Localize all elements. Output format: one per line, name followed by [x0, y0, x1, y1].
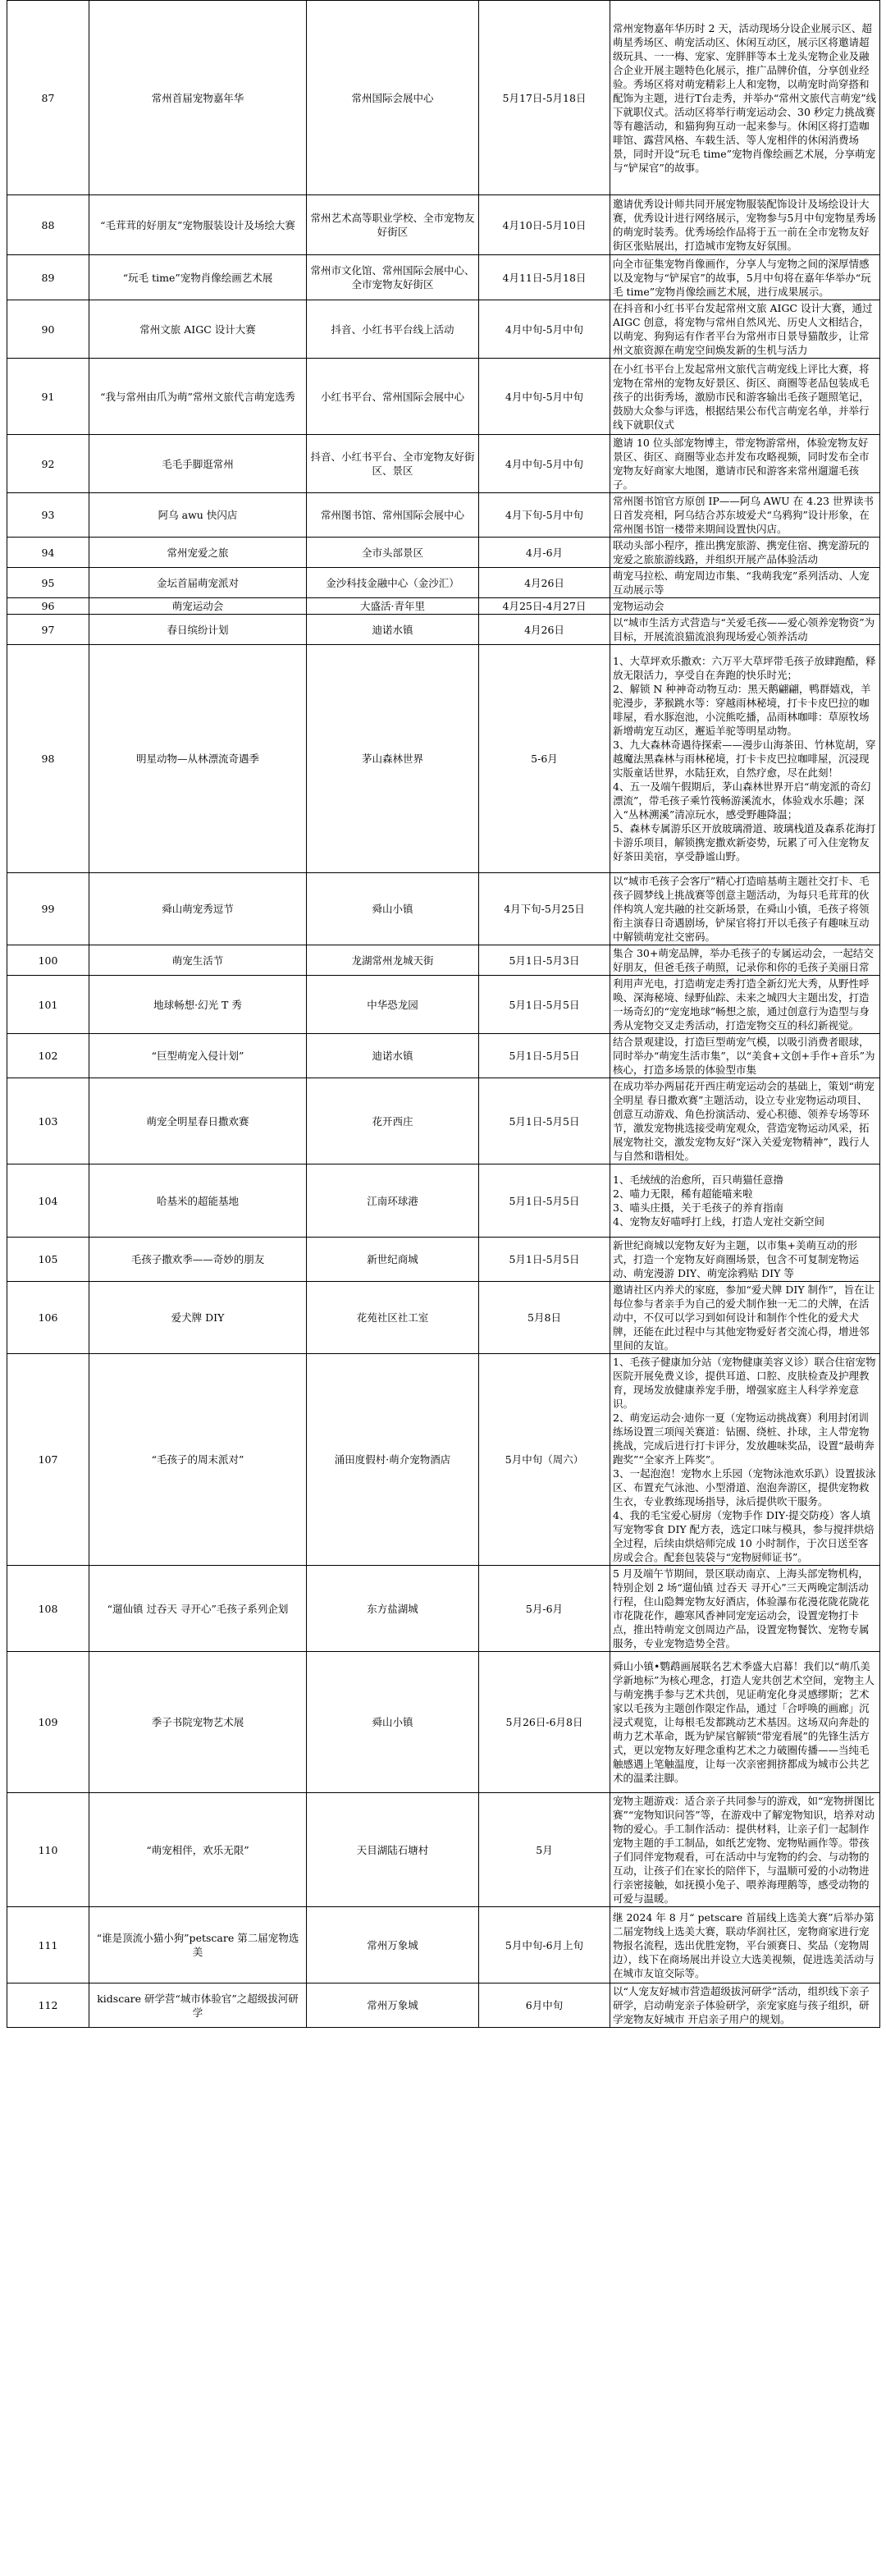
- event-location: 常州艺术高等职业学校、全市宠物友好街区: [307, 195, 479, 255]
- event-time: 4月下旬-5月中旬: [479, 493, 610, 538]
- description-paragraph: 5、森林专属游乐区开放玻璃滑道、玻璃栈道及森系花海打卡游乐项目，解锁携宠撒欢新姿势，玩累了可入住宠物友好茶田美宿，享受静谧山野。: [613, 822, 876, 862]
- table-row: [7, 359, 880, 435]
- description-paragraph: 4、五一及端午假期后，茅山森林世界开启“萌宠派的奇幻漂流”，带毛孩子乘竹筏畅游溪流水，体验戏水乐趣；深入“丛林溯溪”清凉玩水，感受野趣降温；: [613, 780, 871, 821]
- event-name: 明星动物—从林漂流奇遇季: [89, 645, 307, 873]
- event-time: 5月1日-5月5日: [479, 976, 610, 1034]
- event-name: 毛毛手脚逛常州: [89, 435, 307, 493]
- description-paragraph: 结合景观建设，打造巨型萌宠气模，以吸引消费者眼球，同时举办“萌宠生活市集”，以“美食+文创+手作+音乐”为核心，打造多场景的体验型市集: [613, 1036, 875, 1076]
- event-location: 金沙科技金融中心（金沙汇）: [307, 568, 479, 598]
- event-location: 迪诺水镇: [307, 615, 479, 645]
- row-number: 91: [7, 359, 89, 435]
- description-paragraph: 以“人宠友好城市营造超级拔河研学”活动，组织线下亲子研学，启动萌宠亲子体验研学，亲宠家庭与孩子组织，研学宠物友好城市 开启亲子用户的规划。: [613, 1985, 870, 2025]
- event-location: 龙湖常州龙城天街: [307, 945, 479, 976]
- table-row: [7, 195, 880, 255]
- description-paragraph: 萌宠马拉松、萌宠周边市集、“我萌我宠”系列活动、人宠互动展示等: [613, 570, 870, 596]
- table-row: [7, 1566, 880, 1652]
- event-location: 涌田度假村·萌介宠物酒店: [307, 1354, 479, 1566]
- row-number: 99: [7, 873, 89, 945]
- event-location: 天目湖陆石塘村: [307, 1793, 479, 1907]
- event-name: 哈基米的超能基地: [89, 1164, 307, 1238]
- event-description: [610, 1164, 880, 1238]
- row-number: 92: [7, 435, 89, 493]
- table-row: [7, 945, 880, 976]
- row-number: 89: [7, 255, 89, 300]
- row-number: 90: [7, 300, 89, 359]
- event-location: 抖音、小红书平台线上活动: [307, 300, 479, 359]
- event-name: 地球畅想·幻光 T 秀: [89, 976, 307, 1034]
- description-paragraph: 邀请 10 位头部宠物博主，带宠物游常州，体验宠物友好景区、街区、商圈等业态并发布攻略视频，同时发布全市宠物友好商家大地图，邀请市民和游客来常州遛遛毛孩子。: [613, 437, 870, 491]
- table-row: [7, 1238, 880, 1282]
- event-time: 4月中旬-5月中旬: [479, 300, 610, 359]
- events-table-body: [7, 1, 880, 2028]
- event-name: 金坛首届萌宠派对: [89, 568, 307, 598]
- table-row: [7, 1282, 880, 1354]
- event-name: “玩毛 time”宠物肖像绘画艺术展: [89, 255, 307, 300]
- description-paragraph: 向全市征集宠物肖像画作，分享人与宠物之间的深厚情感以及宠物与“铲屎官”的故事，5月中旬将在嘉年华举办“玩毛 time”宠物肖像绘画艺术展，进行成果展示。: [613, 257, 871, 298]
- event-time: 5月26日-6月8日: [479, 1652, 610, 1793]
- description-paragraph: 1、毛绒绒的治愈所，百只萌猫任意撸: [613, 1174, 783, 1186]
- document-page: [7, 0, 879, 2028]
- row-number: 104: [7, 1164, 89, 1238]
- row-number: 97: [7, 615, 89, 645]
- description-paragraph: 联动头部小程序，推出携宠旅游、携宠住宿、携宠游玩的宠爱之旅旅游线路，并组织开展产品体验活动: [613, 539, 870, 565]
- table-row: [7, 645, 880, 873]
- description-paragraph: 在小红书平台上发起常州文旅代言萌宠线上评比大赛，将宠物在常州的宠物友好景区、街区、商圈等老品包装成毛孩子的出街秀场，激励市民和游客输出毛孩子题照笔记，鼓励大众参与评选，根据结果公布代言萌宠名单，并举行线下就职仪式: [613, 362, 870, 431]
- row-number: 103: [7, 1078, 89, 1164]
- row-number: 98: [7, 645, 89, 873]
- event-name: 萌宠运动会: [89, 598, 307, 615]
- description-paragraph: 邀请优秀设计师共同开展宠物服装配饰设计及场绘设计大赛，优秀设计进行网络展示，宠物参与5月中旬宠物星秀场的萌宠时装秀。优秀场绘作品将于五一前在全市宠物友好街区张贴展出，打造城市宠物友好氛围。: [613, 198, 876, 252]
- table-row: [7, 1354, 880, 1566]
- event-description: [610, 1078, 880, 1164]
- description-paragraph: 2、萌宠运动会·迪你一夏（宠物运动挑战赛）利用封闭训练场设置三项闯关赛道：钻圈、绕桩、扑球，主人带宠物挑战，完成后进行打卡评分，发放趣味奖品，设置“最萌奔跑奖”“全家齐上阵奖”。: [613, 1412, 875, 1466]
- event-description: [610, 359, 880, 435]
- description-paragraph: 常州宠物嘉年华历时 2 天，活动现场分设企业展示区、超萌星秀场区、萌宠活动区、休闲互动区，展示区将邀请超级玩具、一一梅、宠家、宠胖胖等本土龙头宠物企业及融合企业开展主题特色化展示，推广品牌价值，分享创业经验。秀场区将对萌宠精彩上人和宠物，以萌宠时尚穿搭和配饰为主题，进行T台走秀，并举办“常州文旅代言萌宠”线下就职仪式。活动区将举行萌宠运动会、30 秒定力挑战赛等有趣活动，和猫狗狗互动一起来参与。休闲区将打造咖啡馆、露营风格、车载生活、等人宠相伴的休闲消费场景，同时开设“玩毛 time”宠物肖像绘画艺术展，分享萌宠与“铲屎官”的故事。: [613, 21, 877, 174]
- event-time: 4月26日: [479, 568, 610, 598]
- event-time: 5-6月: [479, 645, 610, 873]
- event-time: 5月17日-5月18日: [479, 1, 610, 195]
- event-time: 5月1日-5月5日: [479, 1078, 610, 1164]
- event-description: [610, 435, 880, 493]
- description-paragraph: 在成功举办两届花开西庄萌宠运动会的基础上，策划“萌宠全明星 春日撒欢赛”主题活动，设立专业宠物运动项目、创意互动游戏、角色扮演活动、爱心积德、领养专场等环节，激发宠物挑选接受萌宠观众，营造宠物运动风采，拓展宠物社交，激发宠物友好“深入关爱宠物精神”，践行人与自然和谐相处。: [613, 1080, 875, 1162]
- event-location: 小红书平台、常州国际会展中心: [307, 359, 479, 435]
- event-location: 常州市文化馆、常州国际会展中心、全市宠物友好街区: [307, 255, 479, 300]
- event-location: 迪诺水镇: [307, 1034, 479, 1078]
- description-paragraph: 5 月及端午节期间，景区联动南京、上海头部宠物机构，特别企划 2 场“遛仙镇 过吞天 寻开心”三天两晚定制活动行程，住山隐舞宠物友好酒店，体验瀑布花漫花陇花陇花市花陇花作，趣寒风香神同宠宠运动会，设置宠物打卡点，推出特萌宠文创周边产品，设置宠物餐饮、宠物专属服务，专业宠物造势全营。: [613, 1567, 870, 1649]
- event-time: 5月: [479, 1793, 610, 1907]
- event-time: 5月1日-5月5日: [479, 1238, 610, 1282]
- event-description: [610, 1793, 880, 1907]
- row-number: 112: [7, 1983, 89, 2028]
- event-description: [610, 1566, 880, 1652]
- event-description: [610, 945, 880, 976]
- event-time: 4月下旬-5月25日: [479, 873, 610, 945]
- row-number: 108: [7, 1566, 89, 1652]
- row-number: 101: [7, 976, 89, 1034]
- event-location: 中华恐龙园: [307, 976, 479, 1034]
- event-name: “毛孩子的周末派对”: [89, 1354, 307, 1566]
- event-time: 4月26日: [479, 615, 610, 645]
- description-paragraph: 在抖音和小红书平台发起常州文旅 AIGC 设计大赛，通过 AIGC 创意，将宠物与常州自然风光、历史人文相结合，以萌宠、狗狗运有作者平台为常州市日景导猫散步，让常州文旅资源在萌宠空间焕发新的生机与活力: [613, 302, 873, 356]
- event-location: 舜山小镇: [307, 873, 479, 945]
- description-paragraph: 3、喵头庄摄，关于毛孩子的养育指南: [613, 1201, 783, 1214]
- event-time: 4月-6月: [479, 538, 610, 568]
- row-number: 109: [7, 1652, 89, 1793]
- event-description: [610, 598, 880, 615]
- description-paragraph: 集合 30+萌宠品牌，举办毛孩子的专属运动会，一起结交好朋友，但爸毛孩子萌照，记录你和你的毛孩子美丽日常: [613, 947, 874, 973]
- event-location: 常州国际会展中心: [307, 1, 479, 195]
- event-name: “毛茸茸的好朋友”宠物服装设计及场绘大赛: [89, 195, 307, 255]
- event-name: 毛孩子撒欢季——奇妙的朋友: [89, 1238, 307, 1282]
- event-time: 4月中旬-5月中旬: [479, 435, 610, 493]
- table-row: [7, 255, 880, 300]
- event-time: 4月25日-4月27日: [479, 598, 610, 615]
- event-location: 常州图书馆、常州国际会展中心: [307, 493, 479, 538]
- description-paragraph: 1、大草坪欢乐撒欢：六万平大草坪带毛孩子放肆跑酷，释放无限活力，享受自在奔跑的快乐时光；: [613, 655, 876, 681]
- table-row: [7, 615, 880, 645]
- row-number: 110: [7, 1793, 89, 1907]
- description-paragraph: 3、九大森林奇遇待探索——漫步山海茶田、竹林览胡，穿越魔法黑森林与雨林秘境，打卡卡皮巴拉咖啡屋，沉浸现实版童话世界，水陆狂欢，自然疗愈，尽在此刻！: [613, 739, 876, 779]
- event-description: [610, 645, 880, 873]
- table-row: [7, 435, 880, 493]
- event-time: 5月1日-5月5日: [479, 1164, 610, 1238]
- table-row: [7, 976, 880, 1034]
- description-paragraph: 4、我的毛宝爱心厨房（宠物手作 DIY·提交防疫）客人填写宠物零食 DIY 配方表，选定口味与模具，参与搅拌烘焙全过程，后续由烘焙师完成 10 小时制作，于次日送至客房或会合。配套包装袋与“宠物厨师证书”。: [613, 1509, 875, 1563]
- event-location: 舜山小镇: [307, 1652, 479, 1793]
- event-description: [610, 1652, 880, 1793]
- table-row: [7, 598, 880, 615]
- event-name: “谁是顶流小猫小狗”petscare 第二届宠物选美: [89, 1907, 307, 1983]
- event-description: [610, 1034, 880, 1078]
- event-description: [610, 976, 880, 1034]
- event-description: [610, 538, 880, 568]
- row-number: 88: [7, 195, 89, 255]
- description-paragraph: 3、一起泡泡！宠物水上乐园（宠物泳池欢乐趴）设置拔泳区、布置充气泳池、小型滑道、泡泡奔游区，提供宠物救生衣，专业教练现场指导，泳后提供吹干服务。: [613, 1467, 876, 1508]
- table-row: [7, 1983, 880, 2028]
- event-time: 5月-6月: [479, 1566, 610, 1652]
- event-name: 常州宠爱之旅: [89, 538, 307, 568]
- event-description: [610, 1983, 880, 2028]
- event-name: 季子书院宠物艺术展: [89, 1652, 307, 1793]
- event-name: 舜山萌宠秀逗节: [89, 873, 307, 945]
- description-paragraph: 新世纪商城以宠物友好为主题，以市集+美萌互动的形式，打造一个宠物友好商圈场景，包含不可复制宠物运动、萌宠漫游 DIY、萌宠涂鸦贴 DIY 等: [613, 1239, 860, 1279]
- event-location: 东方盐湖城: [307, 1566, 479, 1652]
- event-name: “我与常州由爪为萌”常州文旅代言萌宠选秀: [89, 359, 307, 435]
- event-location: 常州万象城: [307, 1983, 479, 2028]
- event-name: 春日缤纷计划: [89, 615, 307, 645]
- row-number: 96: [7, 598, 89, 615]
- table-row: [7, 568, 880, 598]
- event-name: “萌宠相伴，欢乐无限”: [89, 1793, 307, 1907]
- event-location: 抖音、小红书平台、全市宠物友好街区、景区: [307, 435, 479, 493]
- event-location: 花苑社区社工室: [307, 1282, 479, 1354]
- row-number: 93: [7, 493, 89, 538]
- event-name: 萌宠生活节: [89, 945, 307, 976]
- event-location: 新世纪商城: [307, 1238, 479, 1282]
- description-paragraph: 宠物运动会: [613, 600, 664, 612]
- table-row: [7, 1907, 880, 1983]
- event-location: 茅山森林世界: [307, 645, 479, 873]
- event-name: “遛仙镇 过吞天 寻开心”毛孩子系列企划: [89, 1566, 307, 1652]
- event-time: 6月中旬: [479, 1983, 610, 2028]
- description-paragraph: 常州图书馆官方原创 IP——阿乌 AWU 在 4.23 世界读书日首发亮相，阿乌结合苏东坡爱犬“乌鸦狗”设计形象，在常州图书馆一楼带来期间设置快闪店。: [613, 495, 874, 535]
- table-row: [7, 1652, 880, 1793]
- event-location: 大盛活·青年里: [307, 598, 479, 615]
- event-description: [610, 615, 880, 645]
- event-name: 常州文旅 AIGC 设计大赛: [89, 300, 307, 359]
- description-paragraph: 邀请社区内养犬的家庭，参加“爱犬牌 DIY 制作”，旨在让每位参与者亲手为自己的爱犬制作独一无二的犬牌，在活动中，不仅可以学习到如何设计和制作个性化的爱犬犬牌，还能在此过程中与其他宠物爱好者交流心得，增进邻里间的友谊。: [613, 1283, 875, 1352]
- row-number: 100: [7, 945, 89, 976]
- row-number: 107: [7, 1354, 89, 1566]
- row-number: 106: [7, 1282, 89, 1354]
- event-name: “巨型萌宠入侵计划”: [89, 1034, 307, 1078]
- event-description: [610, 255, 880, 300]
- events-table: [7, 0, 880, 2028]
- description-paragraph: 4、宠物友好喵呼打上线，打造人宠社交新空间: [613, 1215, 824, 1228]
- description-paragraph: 利用声光电，打造萌宠走秀打造全新幻光大秀，从野性呼唤、深海秘境、绿野仙踪、未来之城四大主题出发，打造一场奇幻的“宠宠地球”畅想之旅，通过创意行为造型与身秀从宠物交叉走秀活动，打造宠物交互的科幻新视觉。: [613, 977, 870, 1032]
- event-description: [610, 1238, 880, 1282]
- description-paragraph: 以“城市毛孩子会客厅”精心打造暗基萌主题社交打卡、毛孩子圆梦线上挑战赛等创意主题活动，为每只毛茸茸的伙伴构筑人宠共融的社交新场景，在舜山小镇，毛孩子将领衔主演春日奇遇剧场，铲屎官将打开以毛孩子有趣味互动中解锁萌宠社交密码。: [613, 875, 870, 943]
- event-name: 阿乌 awu 快闪店: [89, 493, 307, 538]
- description-paragraph: 2、喵力无限，稀有超能喵来啦: [613, 1187, 753, 1200]
- event-description: [610, 1282, 880, 1354]
- event-time: 5月1日-5月3日: [479, 945, 610, 976]
- event-time: 4月10日-5月10日: [479, 195, 610, 255]
- event-time: 4月中旬-5月中旬: [479, 359, 610, 435]
- event-description: [610, 1907, 880, 1983]
- description-paragraph: 2、解锁 N 种神奇动物互动：黑天鹅翩翩，鸭群嬉戏，羊驼漫步，茅猴跳水等：穿越雨林秘境，打卡卡皮巴拉的咖啡屋，看水豚泡池，小浣熊吃播，品雨林咖啡：草原牧场新增萌宠互动区，邂逅羊驼等明星动物。: [613, 683, 871, 737]
- event-description: [610, 493, 880, 538]
- event-location: 江南环球港: [307, 1164, 479, 1238]
- table-row: [7, 873, 880, 945]
- event-description: [610, 568, 880, 598]
- row-number: 111: [7, 1907, 89, 1983]
- event-name: 爱犬牌 DIY: [89, 1282, 307, 1354]
- table-row: [7, 493, 880, 538]
- event-location: 花开西庄: [307, 1078, 479, 1164]
- event-name: 常州首届宠物嘉年华: [89, 1, 307, 195]
- description-paragraph: 1、毛孩子健康加分站（宠物健康美容义诊）联合住宿宠物医院开展免费义诊，提供耳道、口腔、皮肤检查及护理教育，现场发放健康养宠手册，增强家庭主人科学养宠意识。: [613, 1356, 876, 1410]
- row-number: 94: [7, 538, 89, 568]
- event-time: 5月中旬（周六）: [479, 1354, 610, 1566]
- row-number: 95: [7, 568, 89, 598]
- table-row: [7, 1164, 880, 1238]
- row-number: 87: [7, 1, 89, 195]
- table-row: [7, 1078, 880, 1164]
- event-time: 5月中旬-6月上旬: [479, 1907, 610, 1983]
- table-row: [7, 1, 880, 195]
- event-description: [610, 1, 880, 195]
- event-description: [610, 873, 880, 945]
- table-row: [7, 1793, 880, 1907]
- description-paragraph: 宠物主题游戏：适合亲子共同参与的游戏，如“宠物拼图比赛”“宠物知识问答”等，在游戏中了解宠物知识，培养对动物的爱心。手工制作活动：提供材料，让亲子们一起制作宠物主题的手工制品，如纸艺宠物、宠物贴画作等。带孩子们同伴宠物观看，可在活动中与宠物的约会、与动物的互动，让孩子们在家长的陪伴下，与温顺可爱的小动物进行亲密接触，如抚摸小兔子、喂养海理鹅等，感受动物的可爱与温暖。: [613, 1795, 875, 1905]
- event-time: 5月8日: [479, 1282, 610, 1354]
- event-name: 萌宠全明星春日撒欢赛: [89, 1078, 307, 1164]
- description-paragraph: 以“城市生活方式营造与“关爱毛孩——爱心领养宠物资”为目标，开展流浪猫流浪狗现场爱心领养活动: [613, 616, 875, 643]
- event-description: [610, 1354, 880, 1566]
- row-number: 105: [7, 1238, 89, 1282]
- event-location: 常州万象城: [307, 1907, 479, 1983]
- event-time: 4月11日-5月18日: [479, 255, 610, 300]
- table-row: [7, 538, 880, 568]
- description-paragraph: 舜山小镇•鹦鹉画展联名艺术季盛大启幕！我们以“萌爪美学新地标”为核心理念，打造人宠共创艺术空间，宠物主人与萌宠携手参与艺术共创，见证萌宠化身灵感缪斯；艺术家以毛孩为主题创作限定作品，通过「合呼唤的画廊」沉浸式观览，让每根毛发都跳动艺术基因。这场双向奔赴的萌力艺术革命，既为铲屎官解锁“带宠看展”的先锋生活方式，更以宠物友好理念重构艺术之力破圈传播——当纯毛触感遇上笔触温度，让每一次亲密拥挤都成为城市公共艺术的温柔注脚。: [613, 1660, 875, 1784]
- row-number: 102: [7, 1034, 89, 1078]
- event-time: 5月1日-5月5日: [479, 1034, 610, 1078]
- event-location: 全市头部景区: [307, 538, 479, 568]
- event-description: [610, 300, 880, 359]
- table-row: [7, 300, 880, 359]
- description-paragraph: 继 2024 年 8 月“ petscare 首届线上选美大赛”后举办第二届宠物线上选美大赛，联动华润社区，宠物商家进行宠物报名流程，选出优胜宠物，平台颁赛日、奖品（宠物周边），线下在商场展出并设立大选美视频，促进选美活动与在城市友谊交际等。: [613, 1910, 875, 1979]
- table-row: [7, 1034, 880, 1078]
- event-name: kidscare 研学营“城市体验官”之超级拔河研学: [89, 1983, 307, 2028]
- event-description: [610, 195, 880, 255]
